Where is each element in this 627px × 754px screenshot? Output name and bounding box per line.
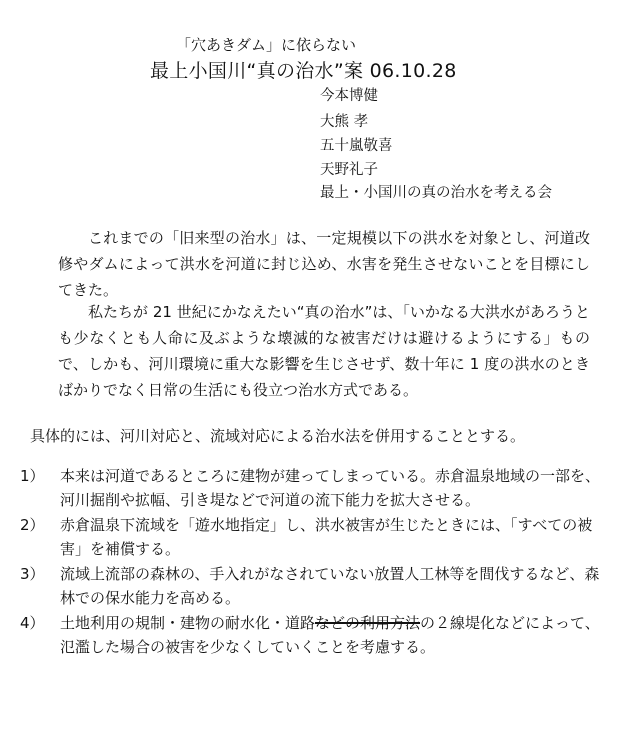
author-2: 大熊 孝 (320, 114, 369, 130)
list-item-text-before: 土地利用の規制・建物の耐水化・道路 (60, 614, 316, 632)
list-item-number: 1） (20, 467, 45, 485)
list-item (20, 513, 605, 561)
paragraph-specific-measures: 具体的には、河川対応と、流域対応による治水法を併用することとする。 (30, 427, 526, 445)
list-item-number: 4） (20, 614, 45, 632)
list-item (20, 464, 605, 512)
author-3: 五十嵐敬喜 (320, 138, 393, 154)
list-item (20, 611, 605, 659)
list-item (20, 562, 605, 610)
author-4: 天野礼子 (320, 162, 378, 178)
list-item-number: 2） (20, 516, 45, 534)
paragraph-true-flood-control: 私たちが 21 世紀にかなえたい“真の治水”は、「いかなる大洪水があろうとも少なくとも人命に及ぶような壊滅的な被害だけは避けるようにする」もので、しかも、河川環境に重大な影響を生じさせず、数十年に 1 度の洪水のときばかりでなく日常の生活にも役立つ治水方式である。 (58, 303, 590, 399)
document-subtitle: 「穴あきダム」に依らない (176, 36, 357, 54)
list-item-text (60, 611, 605, 659)
list-item-text: 本来は河道であるところに建物が建ってしまっている。赤倉温泉地域の一部を、河川掘削や拡幅、引き堤などで河道の流下能力を拡大させる。 (60, 467, 601, 509)
document-title: 最上小国川“真の治水”案 06.10.28 (150, 60, 457, 82)
paragraph-traditional-flood-control: これまでの「旧来型の治水」は、一定規模以下の洪水を対象とし、河道改修やダムによって洪水を河道に封じ込め、水害を発生させないことを目標にしてきた。 (58, 229, 590, 299)
list-item-number: 3） (20, 565, 45, 583)
list-item-text-after: の２線堤化などによって、氾濫した場合の被害を少なくしていくことを考慮する。 (60, 614, 600, 656)
list-item-text: 流域上流部の森林の、手入れがなされていない放置人工林等を間伐するなど、森林での保水能力を高める。 (60, 565, 600, 607)
list-item-text: 赤倉温泉下流域を「遊水地指定」し、洪水被害が生じたときには、「すべての被害」を補償する。 (60, 516, 593, 558)
author-1: 今本博健 (320, 88, 378, 104)
author-organization: 最上・小国川の真の治水を考える会 (320, 185, 552, 201)
struck-through-text: などの利用方法 (315, 614, 421, 632)
